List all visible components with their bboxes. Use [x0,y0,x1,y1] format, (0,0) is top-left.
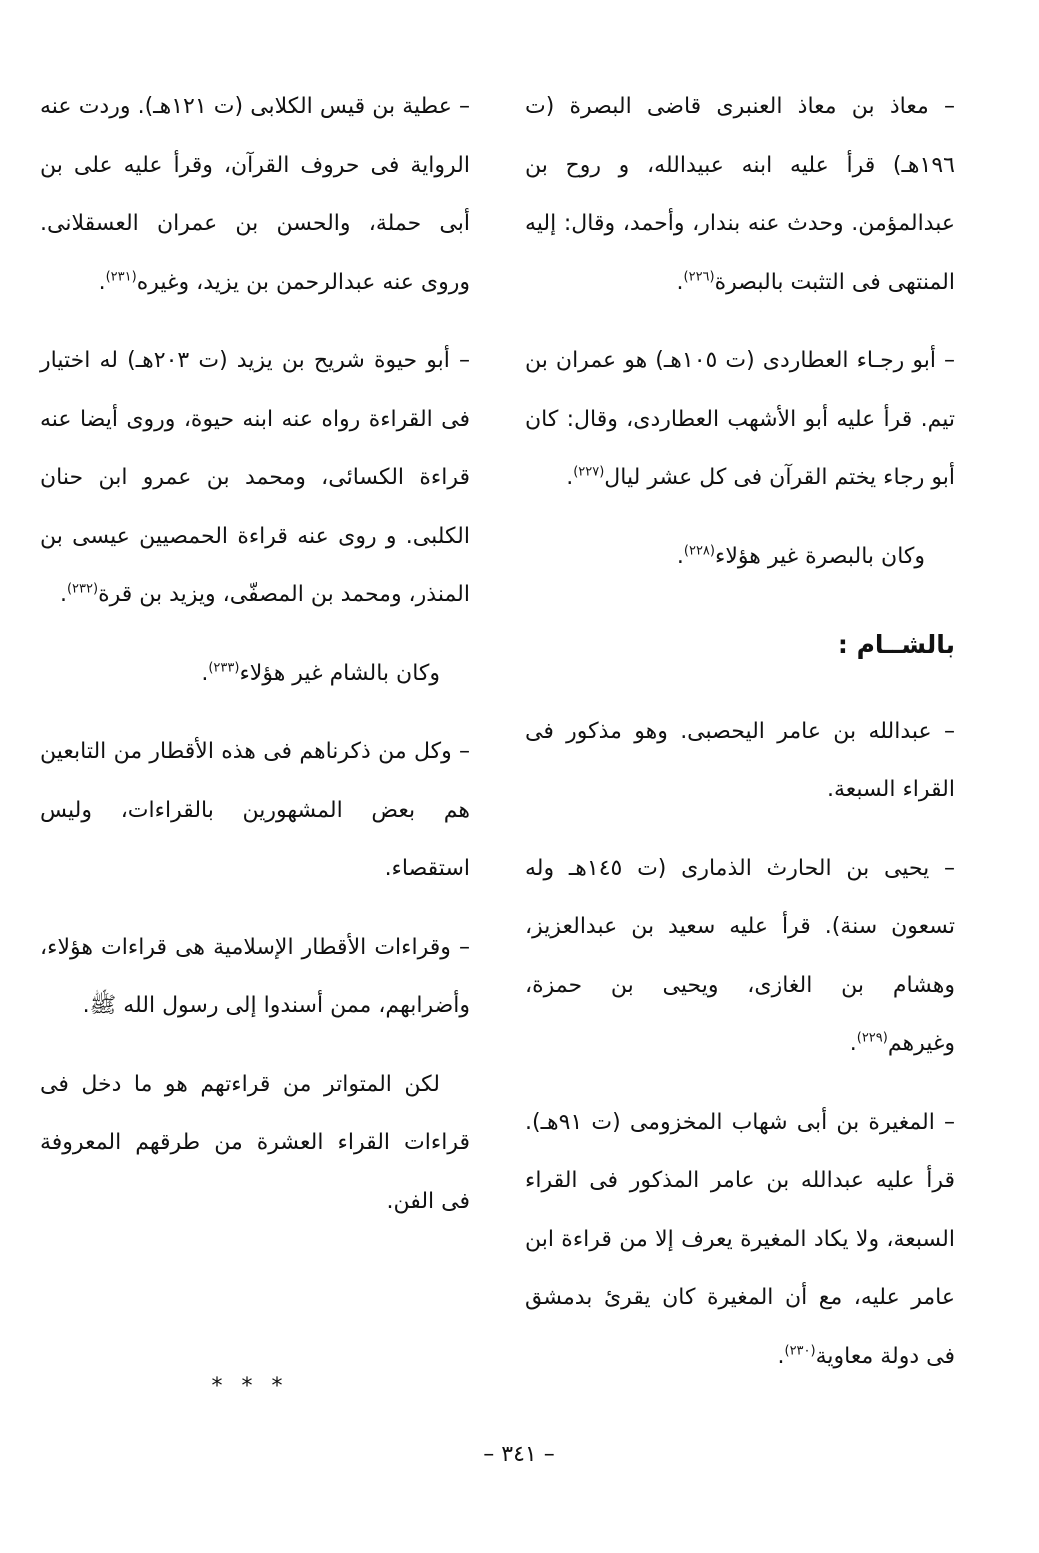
entry-al-mughira-al-makhzumi: – المغيرة بن أبى شهاب المخزومى (ت ٩١هـ). قرأ عليه عبدالله بن عامر المذكور فى القراء السبعة، ولا يكاد المغيرة يعرف إلا من قراءة ابن عامر عليه، مع أن المغيرة كان يقرئ بدمشق فى دولة معاوية$^{(٢٣٠)}$. [525,1109,955,1369]
entry-yahya-al-dhimari: – يحيى بن الحارث الذمارى (ت ١٤٥هـ وله تسعون سنة). قرأ عليه سعيد بن عبدالعزيز، وهشام بن الغازى، ويحيى بن حمزة، وغيرهم$^{(٢٢٩)}$. [525,855,955,1056]
footnote-ref: (٢٢٩) [856,1030,888,1046]
footnote-ref: (٢٢٦) [683,269,715,285]
entry-abu-raja-al-utaridi: – أبو رجـاء العطاردى (ت ١٠٥هـ) هو عمران بن تيم. قرأ عليه أبو الأشهب العطاردى، وقال: كان أبو رجاء يختم القرآن فى كل عشر ليال$^{(٢٢٧)}$. [525,348,955,490]
basra-others-note: وكان بالبصرة غير هؤلاء$^{(٢٢٨)}$. [676,543,925,569]
tabiin-summary-note: – وكل من ذكرناهم فى هذه الأقطار من التابعين هم بعض المشهورين بالقراءات، وليس استقصاء. [40,739,470,881]
entry-muadh-ibn-muadh: – معاذ بن معاذ العنبرى قاضى البصرة (ت ١٩٦هـ) قرأ عليه ابنه عبيدالله، و روح بن عبدالمؤمن. وحدث عنه بندار، وأحمد، وقال: إليه المنتهى فى التثبت بالبصرة$^{(٢٢٦)}$. [525,94,955,295]
entry-abdullah-ibn-amir: – عبدالله بن عامر اليحصبى. وهو مذكور فى القراء السبعة. [525,718,955,802]
section-separator: * * * [211,1374,289,1399]
footnote-ref: (٢٣٠) [784,1343,816,1359]
footnote-ref: (٢٣٢) [66,581,99,597]
footnote-ref: (٢٣٣) [208,660,240,676]
footnote-ref: (٢٢٨) [683,543,715,559]
regional-readings-note: – وقراءات الأقطار الإسلامية هى قراءات هؤلاء، وأضرابهم، ممن أسندوا إلى رسول الله ﷺ. [40,934,470,1018]
entry-abu-haywa-shurayh: – أبو حيوة شريح بن يزيد (ت ٢٠٣هـ) له اختيار فى القراءة رواه عنه ابنه حيوة، وروى أيضا عنه قراءة الكسائى، ومحمد بن عمرو ابن حنان الكلبى. و روى عنه قراءة الحمصيين عيسى بن المنذر، ومحمد بن المصفّى، ويزيد بن قرة$^{(٢٣٢)}$. [40,348,470,607]
footnote-ref: (٢٣١) [105,269,137,285]
right-column [525,78,955,1406]
section-heading-sham: بالشــام : [837,630,955,659]
mutawatir-note: لكن المتواتر من قراءتهم هو ما دخل فى قراءات القراء العشرة من طرقهم المعروفة فى الفن. [40,1071,470,1214]
page-number: – ٣٤١ – [483,1442,555,1467]
left-column [40,78,470,1251]
sham-others-note: وكان بالشام غير هؤلاء$^{(٢٣٣)}$. [201,660,440,686]
footnote-ref: (٢٢٧) [573,464,605,480]
entry-atiyya-al-kilabi: – عطية بن قيس الكلابى (ت ١٢١هـ). وردت عنه الرواية فى حروف القرآن، وقرأ عليه على بن أبى حملة، والحسن بن عمران العسقلانى. وروى عنه عبدالرحمن بن يزيد، وغيره$^{(٢٣١)}$. [40,94,470,295]
